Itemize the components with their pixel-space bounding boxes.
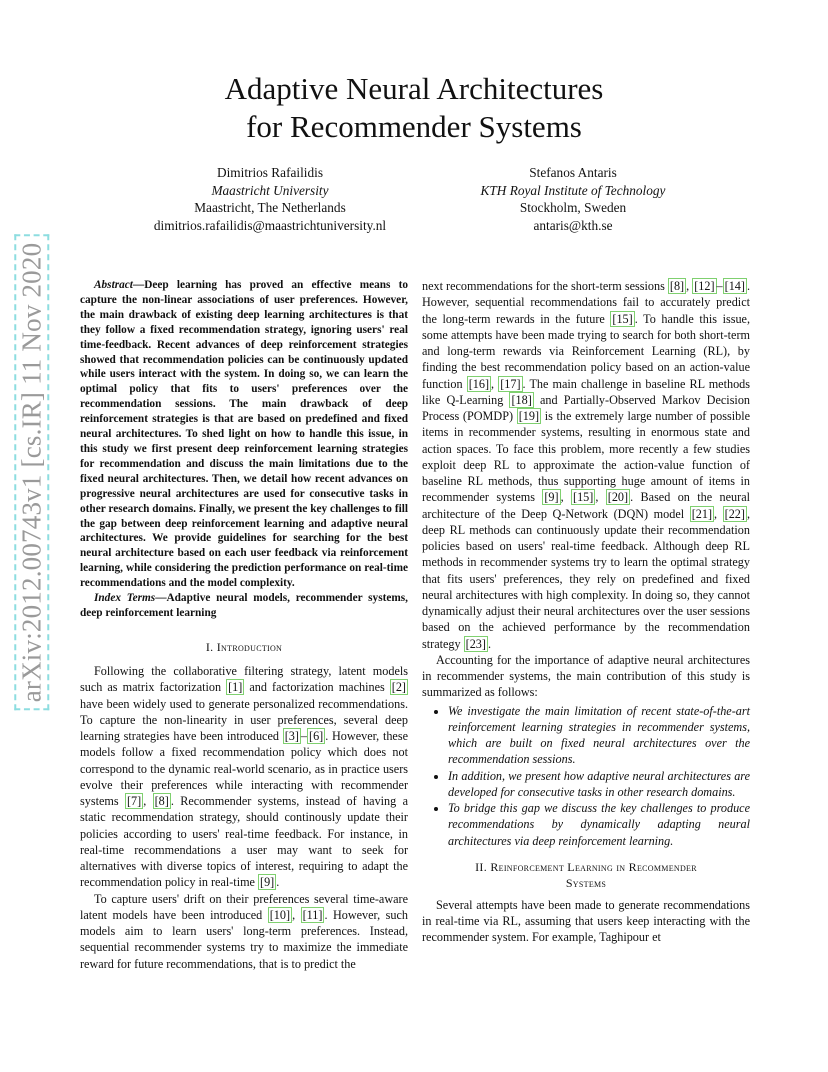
paper-title [0, 70, 828, 146]
citation-link[interactable]: [6] [309, 729, 324, 744]
citation-link[interactable]: [8] [154, 794, 169, 809]
section-heading-rl [422, 859, 750, 891]
arxiv-id-text: arXiv:2012.00743v1 [cs.IR] 11 Nov 2020 [15, 234, 50, 710]
citation-link[interactable]: [3] [284, 729, 299, 744]
author-block-1 [140, 164, 400, 234]
author-name: Dimitrios Rafailidis [217, 165, 323, 180]
citation-link[interactable]: [10] [269, 907, 291, 922]
citation-link[interactable]: [12] [694, 279, 715, 293]
citation-link[interactable]: [20] [607, 490, 629, 505]
list-item: • We investigate the main limitation of recent state-of-the-art reinforcement learning strategies in recommender systems, which are built on fixed neural architectures over the recommendation sessions. [448, 703, 750, 768]
section2-paragraph-1: Several attempts have been made to generate recommendations in real-time via RL, assuming that users keep interacting with the recommender system. For example, Taghipour et [422, 897, 750, 945]
author-email: antaris@kth.se [533, 217, 613, 233]
index-terms [80, 591, 408, 621]
citation-link[interactable]: [21] [691, 506, 713, 521]
left-column [80, 278, 408, 972]
author-block-2 [443, 164, 703, 234]
abstract-label: Abstract [94, 279, 133, 291]
citation-link[interactable]: [18] [511, 392, 532, 407]
citation-link[interactable]: [23] [465, 636, 486, 651]
citation-link[interactable]: [15] [612, 311, 633, 326]
author-affiliation: Maastricht University [211, 182, 329, 198]
author-location: Stockholm, Sweden [519, 200, 627, 215]
contributions-list [422, 703, 750, 849]
citation-link[interactable]: [11] [302, 907, 323, 922]
citation-link[interactable]: [1] [228, 680, 243, 695]
citation-link[interactable]: [9] [260, 875, 275, 890]
citation-link[interactable]: [17] [500, 376, 521, 391]
index-terms-label: Index Terms [94, 592, 156, 605]
title-line-2: for Recommender Systems [246, 109, 582, 144]
section-number: II. [475, 859, 491, 874]
intro-paragraph-2: To capture users' drift on their preferences several time-aware latent models have been introduced [10] , [11] . However, such models aim to learn users' long-term preferences. Instead, sequential recommender systems try to maximize the immediate reward for future recommendations, that is to predict the [80, 891, 408, 971]
author-name: Stefanos Antaris [529, 165, 617, 180]
citation-link[interactable]: [15] [573, 490, 594, 505]
intro-paragraph-1: Following the collaborative filtering strategy, latent models such as matrix factorization [1] and factorization machines [2] have been widely used to generate personalized recommendations. To capture the non-linearity in user preferences, several deep learning strategies have been introduced [3] – [6] . However, these models follow a fixed recommendation policy which does not correspond to the dynamic real-world scenario, as in practice users evolve their preferences while interacting with recommender systems [7] , [8] . Recommender systems, instead of having a static recommendation strategy, should continously update their policies according to users' real-time feedback. For instance, in real-time recommendations a user may want to seek for alternatives with diverse topics of interest, requiring to adapt the recommendation policy in real-time [9] . [80, 664, 409, 890]
right-paragraph-2: Accounting for the importance of adaptive neural architectures in recommender systems, the main contribution of this study is summarized as follows: [422, 652, 750, 700]
author-location: Maastricht, The Netherlands [194, 200, 346, 215]
citation-link[interactable]: [16] [468, 376, 490, 391]
list-item: • In addition, we present how adaptive neural architectures are developed for consecutive tasks in other research domains. [448, 768, 750, 801]
section-heading-introduction [80, 639, 408, 655]
author-affiliation: KTH Royal Institute of Technology [480, 182, 666, 198]
title-line-1: Adaptive Neural Architectures [224, 71, 604, 106]
abstract-text: —Deep learning has proved an effective means to capture the non-linear associations of user preferences. However, the main drawback of existing deep learning architectures is that they follow a fixed recommendation strategy, ignoring users' real time-feedback. Recent advances of deep reinforcement strategies showed that recommendation policies can be continuously updated while users interact with the system. In doing so, we can learn the optimal policy that fits to users' preferences over the recommendation sessions. The main drawback of deep reinforcement strategies is that are based on predefined and fixed neural architectures. To shed light on how to handle this issue, in this study we first present deep reinforcement learning strategies for recommendation and discuss the main limitations due to the fixed neural architectures. Then, we detail how recent advances on progressive neural architectures are used for consecutive tasks in other research domains. Finally, we present the key challenges to fill the gap between deep reinforcement learning and adaptive neural architectures. We provide guidelines for searching for the best neural architecture based on each user feedback via reinforcement learning, while considering the prediction performance on real-time recommendations and the model complexity. [80, 279, 408, 590]
citation-link[interactable]: [22] [724, 506, 745, 521]
citation-link[interactable]: [14] [724, 279, 745, 293]
abstract [80, 278, 408, 591]
section-title-line-2: Systems [565, 875, 607, 890]
citation-link[interactable]: [2] [391, 680, 406, 695]
author-email: dimitrios.rafailidis@maastrichtuniversity.nl [153, 217, 387, 233]
right-column [422, 278, 750, 946]
right-paragraph-1: next recommendations for the short-term sessions [8] , [12] – [14] . However, sequential recommendations fail to accurately predict the long-term rewards in the future [15] . To handle this issue, some attempts have been made trying to search for both short-term and long-term rewards via Reinforcement Learning (RL), by finding the best recommendation policy based on an action-value function [16] , [17] . The main challenge in baseline RL methods like Q-Learning [18] and Partially-Observed Markov Decision Process (POMDP) [19] is the extremely large number of possible items in recommender systems, resulting in enormous state and action spaces. To face this problem, more recently a few studies exploit deep RL to approximate the action-value function of baseline RL methods, thus supporting huge amount of items in recommender systems [9] , [15] , [20] . Based on the neural architecture of the Deep Q-Network (DQN) model [21] , [22] , deep RL methods can continuously update their recommendation policies based on users' real-time feedback. Although deep RL methods in recommender systems try to learn the optimal strategy that fits users' preferences, they rely on predefined and fixed neural architectures with high complexity. In doing so, they cannot dynamically adjust their neural architectures over the user sessions based on the achieved performance by the recommendation strategy [23] . [422, 279, 751, 651]
list-item: • To bridge this gap we discuss the key challenges to produce recommendations by dynamically adapting neural architectures via deep reinforcement learning. [448, 800, 750, 849]
citation-link[interactable]: [8] [669, 279, 685, 293]
section-title-line-1: Reinforcement Learning in Recommender [490, 859, 697, 874]
citation-link[interactable]: [7] [126, 794, 142, 809]
section-number: I. [205, 639, 217, 654]
citation-link[interactable]: [19] [518, 409, 540, 423]
index-terms-text: —Adaptive neural models, recommender systems, deep reinforcement learning [80, 592, 408, 619]
citation-link[interactable]: [9] [544, 490, 559, 505]
arxiv-identifier-stamp [12, 242, 52, 702]
section-title: Introduction [216, 639, 283, 654]
